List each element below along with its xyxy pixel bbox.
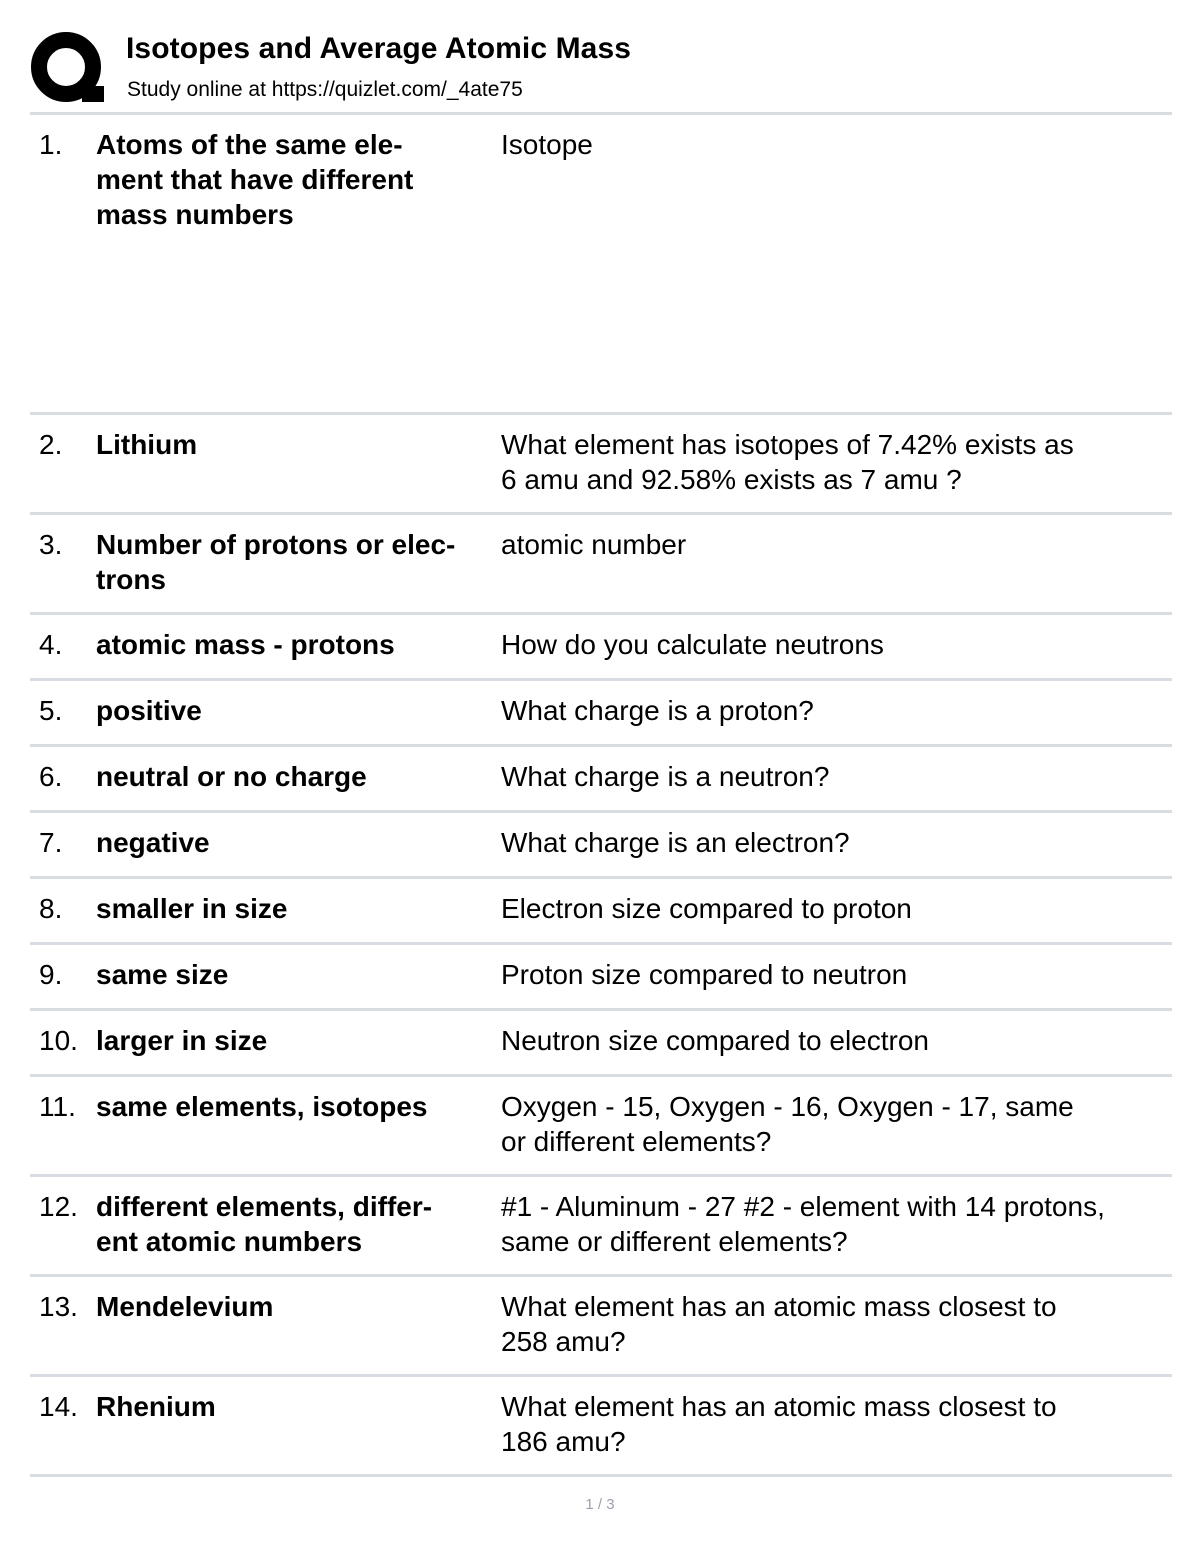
page-indicator: 1 / 3 [585,1496,615,1513]
card-term [96,1389,496,1424]
flashcard-row [30,747,1172,813]
card-term [96,759,496,794]
definition-line: What element has isotopes of 7.42% exists as [501,429,1074,460]
flashcard-row [30,415,1172,515]
card-number: 6. [39,761,63,792]
definition-line: 258 amu? [501,1326,626,1357]
card-definition [501,127,1166,162]
flashcard-table [30,112,1172,1477]
card-number: 9. [39,959,63,990]
card-definition [501,1189,1166,1259]
flashcard-row [30,1177,1172,1277]
card-definition [501,1289,1166,1359]
definition-line: 6 amu and 92.58% exists as 7 amu ? [501,464,962,495]
term-line: positive [96,695,202,726]
term-line: neutral or no charge [96,761,367,792]
flashcard-row [30,813,1172,879]
definition-line: or different elements? [501,1126,772,1157]
flashcard-row [30,1011,1172,1077]
term-line: Atoms of the same ele- [96,129,403,160]
card-definition [501,1023,1166,1058]
definition-line: 186 amu? [501,1426,626,1457]
term-line: different elements, differ- [96,1191,433,1222]
definition-line: What charge is a neutron? [501,761,830,792]
card-definition [501,825,1166,860]
card-number: 2. [39,429,63,460]
term-line: Mendelevium [96,1291,274,1322]
definition-line: How do you calculate neutrons [501,629,884,660]
term-line: larger in size [96,1025,268,1056]
term-line: Rhenium [96,1391,216,1422]
term-line: Lithium [96,429,198,460]
definition-line: same or different elements? [501,1226,848,1257]
card-number: 13. [39,1291,78,1322]
page-title: Isotopes and Average Atomic Mass [126,32,632,65]
term-line: trons [96,564,166,595]
card-term [96,527,496,597]
definition-line: Oxygen - 15, Oxygen - 16, Oxygen - 17, same [501,1091,1074,1122]
card-definition [501,527,1166,562]
term-line: same elements, isotopes [96,1091,428,1122]
definition-line: Isotope [501,129,593,160]
flashcard-row [30,945,1172,1011]
flashcard-row [30,681,1172,747]
definition-line: What element has an atomic mass closest to [501,1291,1057,1322]
card-term [96,1023,496,1058]
quizlet-logo-icon [30,30,106,106]
card-term [96,1289,496,1324]
card-number: 5. [39,695,63,726]
card-number: 3. [39,529,63,560]
definition-line: Electron size compared to proton [501,893,912,924]
study-link[interactable]: Study online at https://quizlet.com/_4ate75 [127,78,523,101]
definition-line: What charge is a proton? [501,695,814,726]
card-definition [501,1089,1166,1159]
card-definition [501,957,1166,992]
card-number: 14. [39,1391,78,1422]
card-term [96,627,496,662]
definition-line: What charge is an electron? [501,827,850,858]
term-line: smaller in size [96,893,288,924]
term-line: ment that have different [96,164,414,195]
term-line: negative [96,827,210,858]
card-term [96,427,496,462]
definition-line: What element has an atomic mass closest to [501,1391,1057,1422]
term-line: ent atomic numbers [96,1226,363,1257]
term-line: mass numbers [96,199,294,230]
card-term [96,957,496,992]
card-number: 1. [39,129,63,160]
card-term [96,891,496,926]
term-line: Number of protons or elec- [96,529,456,560]
page-header [30,30,1172,110]
card-number: 12. [39,1191,78,1222]
card-definition [501,427,1166,497]
card-term [96,825,496,860]
definition-line: Neutron size compared to electron [501,1025,929,1056]
flashcard-row [30,115,1172,415]
card-definition [501,891,1166,926]
flashcard-row [30,1077,1172,1177]
card-number: 4. [39,629,63,660]
term-line: same size [96,959,229,990]
card-definition [501,693,1166,728]
card-definition [501,627,1166,662]
definition-line: #1 - Aluminum - 27 #2 - element with 14 protons, [501,1191,1105,1222]
card-term [96,1189,496,1259]
flashcard-row [30,879,1172,945]
card-number: 7. [39,827,63,858]
card-number: 10. [39,1025,78,1056]
card-number: 8. [39,893,63,924]
card-definition [501,759,1166,794]
flashcard-row [30,1277,1172,1377]
flashcard-row [30,1377,1172,1477]
term-line: atomic mass - protons [96,629,395,660]
definition-line: atomic number [501,529,687,560]
card-term [96,127,496,232]
flashcard-row [30,515,1172,615]
card-term [96,1089,496,1124]
card-definition [501,1389,1166,1459]
card-term [96,693,496,728]
flashcard-row [30,615,1172,681]
card-number: 11. [39,1091,76,1122]
definition-line: Proton size compared to neutron [501,959,908,990]
